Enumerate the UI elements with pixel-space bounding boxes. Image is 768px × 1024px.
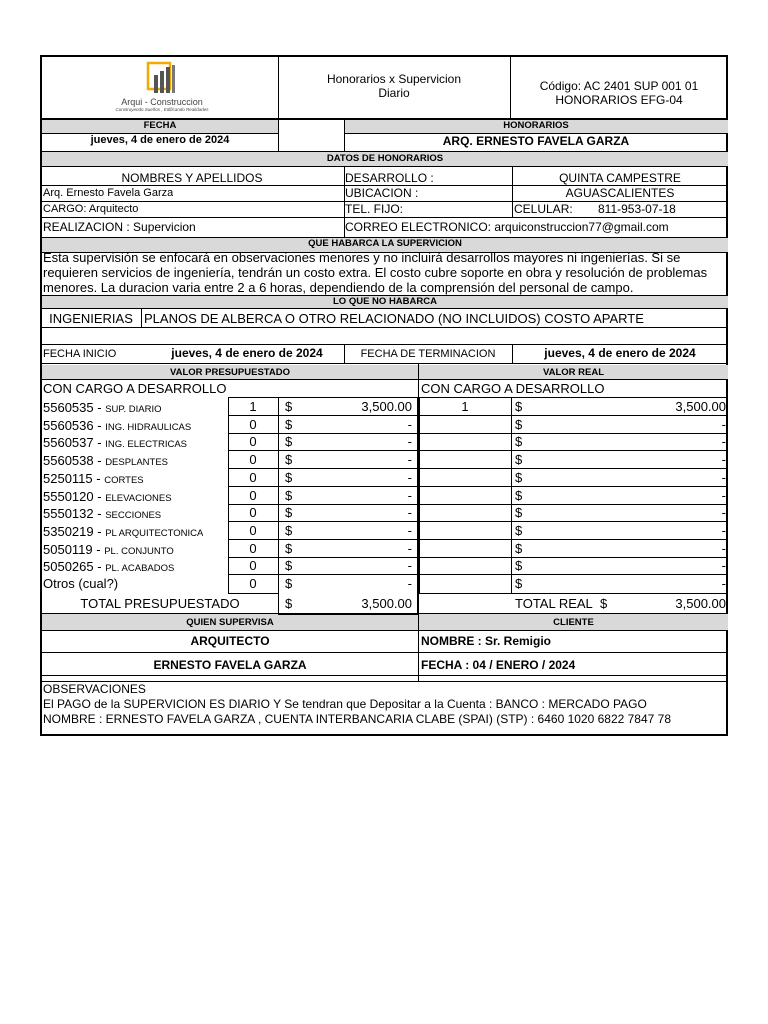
cargo-value: CARGO: Arquitecto xyxy=(43,203,139,215)
otros-real-amount: - xyxy=(721,576,726,591)
item-name: CORTES xyxy=(104,475,144,486)
building-logo-icon xyxy=(144,61,180,97)
item-amount: - xyxy=(407,434,412,449)
item-real-amount: - xyxy=(721,505,726,520)
abarca-title: QUE HABARCA LA SUPERVICION xyxy=(308,238,462,249)
item-label: 5250115 - CORTES xyxy=(43,471,144,486)
item-currency: $ xyxy=(285,452,293,467)
item-real-amount: - xyxy=(721,417,726,432)
item-real-amount: - xyxy=(721,523,726,538)
item-real-amount: - xyxy=(721,434,726,449)
item-name: ELEVACIONES xyxy=(105,493,172,504)
code-line-1: Código: AC 2401 SUP 001 01 xyxy=(539,79,699,93)
observaciones-line-2: NOMBRE : ERNESTO FAVELA GARZA , CUENTA INTERBANCARIA CLABE (SPAI) (STP) : 6460 1020 6822 7847 78 xyxy=(43,712,672,726)
logo-tagline: Construyendo Sueños , Edificando Realidades xyxy=(115,107,209,112)
item-qty: 0 xyxy=(249,488,257,503)
item-name: ING. ELECTRICAS xyxy=(105,439,188,450)
item-amount: - xyxy=(407,541,412,556)
item-real-amount: - xyxy=(721,541,726,556)
item-qty: 0 xyxy=(249,523,257,538)
cliente-label: CLIENTE xyxy=(553,617,594,628)
honorarios-value: ARQ. ERNESTO FAVELA GARZA xyxy=(442,134,630,148)
cliente-nombre: NOMBRE : Sr. Remigio xyxy=(421,634,552,648)
item-name: PL ARQUITECTONICA xyxy=(105,528,204,539)
observaciones-label: OBSERVACIONES xyxy=(43,682,146,696)
item-amount: - xyxy=(407,470,412,485)
celular-label: CELULAR: xyxy=(514,202,573,216)
no-abarca-title: LO QUE NO HABARCA xyxy=(333,296,437,307)
item-qty: 0 xyxy=(249,505,257,520)
observaciones-line-1: El PAGO de la SUPERVICION ES DIARIO Y Se tendran que Depositar a la Cuenta : BANCO : MERCADO PAGO xyxy=(43,697,647,711)
item-real-currency: $ xyxy=(515,434,523,449)
item-code: 5550120 xyxy=(43,489,94,504)
datos-title: DATOS DE HONORARIOS xyxy=(326,153,444,164)
realizacion-value: REALIZACION : Supervicion xyxy=(43,220,196,234)
item-label: 5560537 - ING. ELECTRICAS xyxy=(43,435,188,450)
item-real-currency: $ xyxy=(515,558,523,573)
item-code: 5050119 xyxy=(43,542,93,557)
total-real-label: TOTAL REAL xyxy=(515,596,593,611)
item-real-amount: - xyxy=(721,452,726,467)
otros-amount: - xyxy=(407,576,412,591)
honorarios-label: HONORARIOS xyxy=(503,120,569,131)
item-amount: - xyxy=(407,417,412,432)
no-abarca-label: INGENIERIAS xyxy=(49,311,133,326)
company-logo xyxy=(92,59,232,115)
item-real-currency: $ xyxy=(515,523,523,538)
abarca-line-3: menores. La duracion varia entre 2 a 6 horas, dependiendo de la comprensión del personal de campo. xyxy=(43,280,634,295)
total-real-currency: $ xyxy=(600,596,608,611)
item-currency: $ xyxy=(285,488,293,503)
item-currency: $ xyxy=(285,470,293,485)
cargo-desarrollo-presupuesto: CON CARGO A DESARROLLO xyxy=(43,381,227,396)
item-real-currency: $ xyxy=(515,399,523,414)
item-real-amount: - xyxy=(721,488,726,503)
item-qty: 1 xyxy=(249,399,257,414)
desarrollo-label: DESARROLLO : xyxy=(345,171,434,185)
code-line-2: HONORARIOS EFG-04 xyxy=(555,93,683,107)
fecha-label: FECHA xyxy=(143,120,177,131)
total-presupuestado-label: TOTAL PRESUPUESTADO xyxy=(80,596,240,611)
celular-value: 811-953-07-18 xyxy=(598,202,676,216)
item-name: PL. ACABADOS xyxy=(105,563,175,574)
item-code: 5350219 xyxy=(43,524,94,539)
fecha-inicio-label: FECHA INICIO xyxy=(43,348,117,360)
item-real-amount: - xyxy=(721,558,726,573)
item-real-currency: $ xyxy=(515,541,523,556)
item-code: 5560535 xyxy=(43,400,94,415)
nombres-label: NOMBRES Y APELLIDOS xyxy=(121,171,263,185)
item-real-amount: - xyxy=(721,470,726,485)
document-title xyxy=(278,72,510,100)
item-label: 5550120 - ELEVACIONES xyxy=(43,489,172,504)
item-qty: 0 xyxy=(249,541,257,556)
item-code: 5550132 xyxy=(43,506,94,521)
item-real-currency: $ xyxy=(515,452,523,467)
item-qty: 0 xyxy=(249,558,257,573)
item-amount: - xyxy=(407,505,412,520)
item-qty: 0 xyxy=(249,417,257,432)
item-amount: - xyxy=(407,488,412,503)
item-label: 5550132 - SECCIONES xyxy=(43,506,162,521)
otros-currency: $ xyxy=(285,576,293,591)
item-label: 5560538 - DESPLANTES xyxy=(43,453,169,468)
item-real-amount: 3,500.00 xyxy=(675,399,726,414)
otros-label: Otros (cual?) xyxy=(43,576,119,591)
item-currency: $ xyxy=(285,417,293,432)
item-name: SECCIONES xyxy=(105,510,162,521)
title-line-2: Diario xyxy=(378,86,410,100)
abarca-line-1: Esta supervisión se enfocará en observaciones menores y no incluirá desarrollos mayores ni ingenierías. Si se xyxy=(43,250,681,265)
item-qty: 0 xyxy=(249,452,257,467)
logo-text: Arqui - Construccion xyxy=(121,97,203,107)
real-title: VALOR REAL xyxy=(542,367,605,378)
item-name: DESPLANTES xyxy=(105,457,169,468)
item-name: SUP. DIARIO xyxy=(105,404,162,415)
otros-qty: 0 xyxy=(249,576,257,591)
desarrollo-value: QUINTA CAMPESTRE xyxy=(559,171,681,185)
title-line-1: Honorarios x Supervicion xyxy=(326,72,462,86)
item-currency: $ xyxy=(285,541,293,556)
item-name: PL. CONJUNTO xyxy=(104,546,174,557)
fecha-termino-label: FECHA DE TERMINACION xyxy=(360,348,496,360)
item-currency: $ xyxy=(285,523,293,538)
item-code: 5560537 xyxy=(43,435,94,450)
total-presupuestado-currency: $ xyxy=(285,596,293,611)
item-amount: - xyxy=(407,452,412,467)
item-real-currency: $ xyxy=(515,470,523,485)
item-real-currency: $ xyxy=(515,417,523,432)
item-real-currency: $ xyxy=(515,505,523,520)
ubicacion-value: AGUASCALIENTES xyxy=(565,186,675,200)
item-real-currency: $ xyxy=(515,488,523,503)
item-code: 5050265 xyxy=(43,559,94,574)
item-code: 5560538 xyxy=(43,453,94,468)
total-real-value: 3,500.00 xyxy=(675,596,726,611)
total-presupuestado-value: 3,500.00 xyxy=(361,596,412,611)
item-label: 5050119 - PL. CONJUNTO xyxy=(43,542,174,557)
item-label: 5050265 - PL. ACABADOS xyxy=(43,559,175,574)
item-qty: 0 xyxy=(249,434,257,449)
cliente-fecha: FECHA : 04 / ENERO / 2024 xyxy=(421,658,576,672)
nombre-value: Arq. Ernesto Favela Garza xyxy=(43,187,174,199)
correo-value: CORREO ELECTRONICO: arquiconstruccion77@gmail.com xyxy=(345,220,669,234)
fecha-value: jueves, 4 de enero de 2024 xyxy=(90,134,230,146)
ubicacion-label: UBICACION : xyxy=(345,186,419,200)
item-amount: 3,500.00 xyxy=(361,399,412,414)
cargo-desarrollo-real: CON CARGO A DESARROLLO xyxy=(421,381,605,396)
fecha-inicio-value: jueves, 4 de enero de 2024 xyxy=(171,346,323,360)
otros-real-currency: $ xyxy=(515,576,523,591)
item-real-qty: 1 xyxy=(461,399,469,414)
supervisor-role: ARQUITECTO xyxy=(190,634,270,648)
item-label: 5350219 - PL ARQUITECTONICA xyxy=(43,524,204,539)
item-amount: - xyxy=(407,558,412,573)
form-sheet xyxy=(40,55,728,736)
tel-label: TEL. FIJO: xyxy=(345,202,404,216)
item-code: 5560536 xyxy=(43,418,94,433)
document-code xyxy=(510,79,728,107)
item-label: 5560535 - SUP. DIARIO xyxy=(43,400,162,415)
fecha-termino-value: jueves, 4 de enero de 2024 xyxy=(544,346,696,360)
item-currency: $ xyxy=(285,558,293,573)
item-label: 5560536 - ING. HIDRAULICAS xyxy=(43,418,192,433)
no-abarca-value: PLANOS DE ALBERCA O OTRO RELACIONADO (NO INCLUIDOS) COSTO APARTE xyxy=(144,311,644,326)
supervisor-name: ERNESTO FAVELA GARZA xyxy=(153,658,307,672)
item-currency: $ xyxy=(285,434,293,449)
abarca-line-2: requieren servicios de ingeniería, tendrán un costo extra. El costo cubre soporte en obra y resolución de problemas xyxy=(43,265,708,280)
item-code: 5250115 xyxy=(43,471,93,486)
quien-supervisa-label: QUIEN SUPERVISA xyxy=(186,617,274,628)
item-currency: $ xyxy=(285,399,293,414)
item-qty: 0 xyxy=(249,470,257,485)
presupuesto-title: VALOR PRESUPUESTADO xyxy=(170,367,290,378)
item-amount: - xyxy=(407,523,412,538)
item-name: ING. HIDRAULICAS xyxy=(105,422,192,433)
item-currency: $ xyxy=(285,505,293,520)
